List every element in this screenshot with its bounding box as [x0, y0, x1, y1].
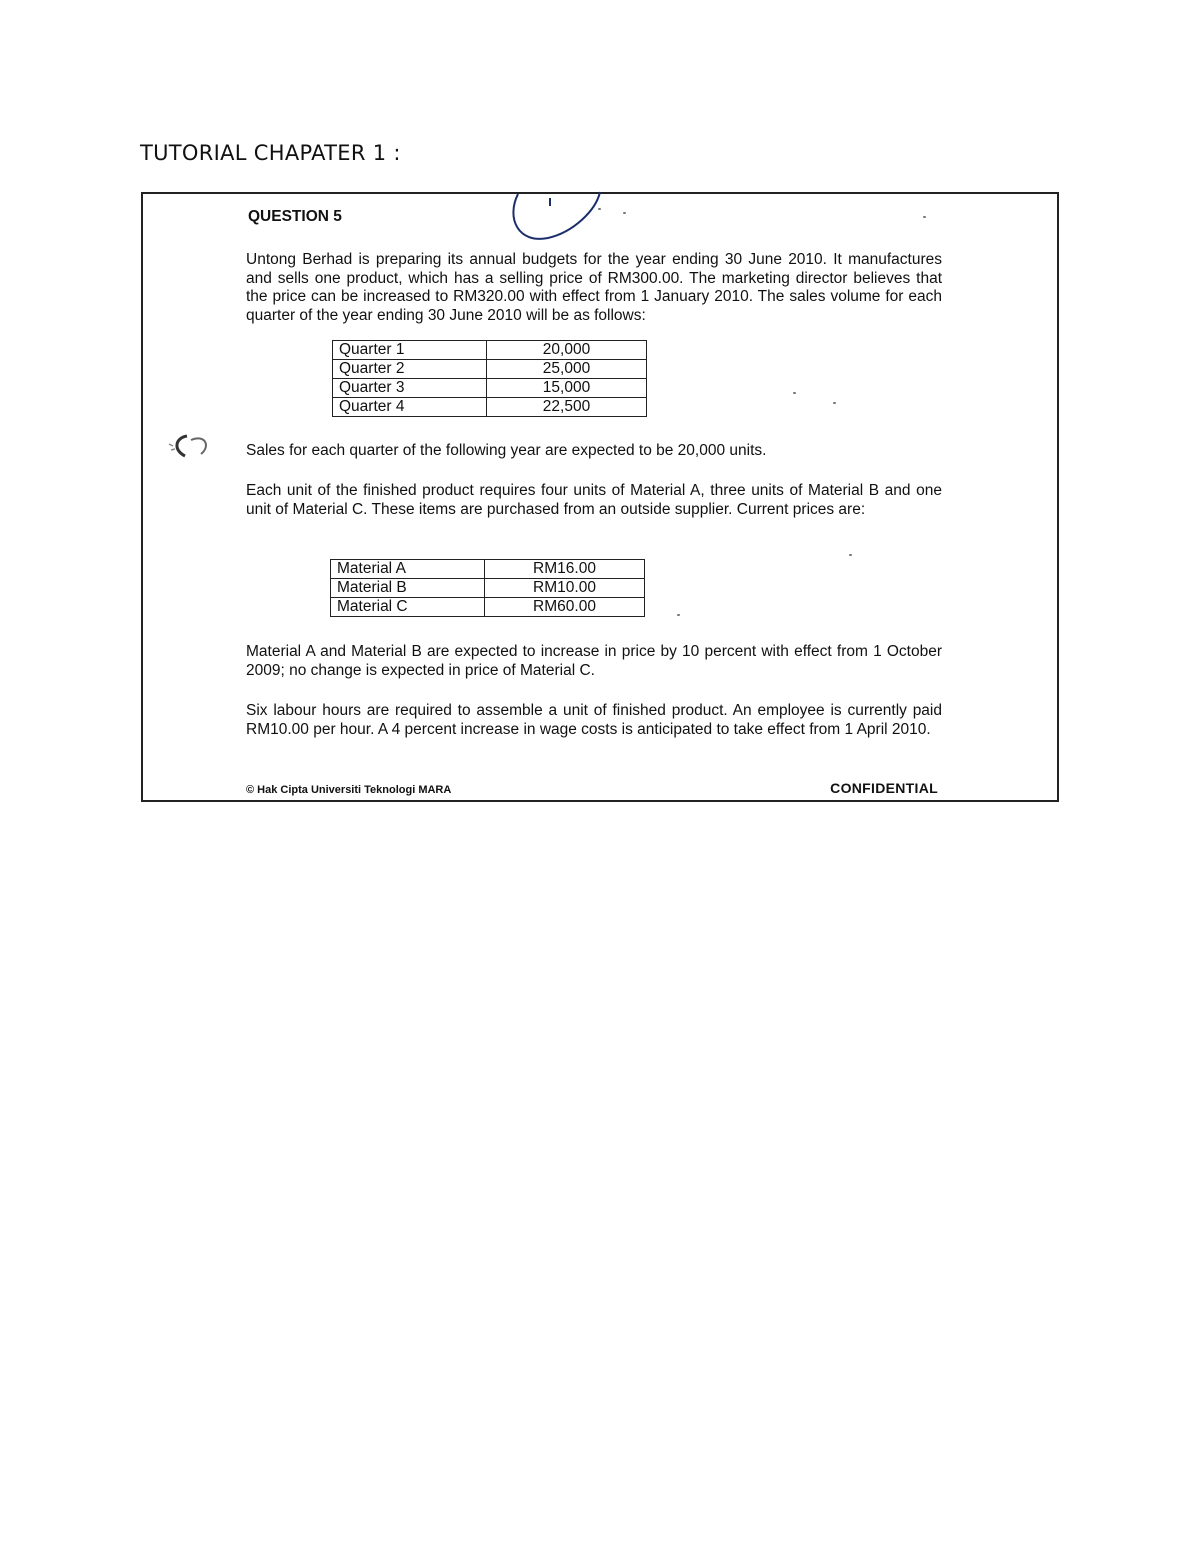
following-year-paragraph: Sales for each quarter of the following year are expected to be 20,000 units.: [246, 442, 767, 459]
table-row: [331, 579, 645, 598]
row-label: Quarter 3: [333, 379, 487, 398]
row-value: 22,500: [487, 398, 647, 417]
material-prices-table: [330, 559, 645, 617]
row-value: RM10.00: [485, 579, 645, 598]
quarterly-sales-table: [332, 340, 647, 417]
intro-paragraph: Untong Berhad is preparing its annual budgets for the year ending 30 June 2010. It manufactures and sells one product, which has a selling price of RM300.00. The marketing director believes that the price can be increased to RM320.00 with effect from 1 January 2010. The sales volume for each quarter of the year ending 30 June 2010 will be as follows:: [246, 251, 942, 324]
row-value: 15,000: [487, 379, 647, 398]
price-increase-paragraph: Material A and Material B are expected to increase in price by 10 percent with effect from 1 October 2009; no change is expected in price of Material C.: [246, 643, 942, 679]
row-value: RM60.00: [485, 598, 645, 617]
page-heading: TUTORIAL CHAPATER 1 :: [140, 141, 401, 165]
scan-speck: [833, 402, 836, 404]
row-label: Material B: [331, 579, 485, 598]
binder-hole-mark-icon: [165, 426, 217, 466]
materials-paragraph: Each unit of the finished product requires four units of Material A, three units of Material B and one unit of Material C. These items are purchased from an outside supplier. Current prices are:: [246, 482, 942, 518]
row-label: Material A: [331, 560, 485, 579]
scan-speck: [677, 614, 680, 616]
row-value: RM16.00: [485, 560, 645, 579]
row-label: Quarter 2: [333, 360, 487, 379]
confidential-label: CONFIDENTIAL: [830, 780, 938, 796]
question-content: [246, 194, 942, 800]
table-row: [331, 598, 645, 617]
scan-speck: [923, 216, 926, 218]
row-label: Quarter 4: [333, 398, 487, 417]
table-row: [331, 560, 645, 579]
table-row: [333, 341, 647, 360]
scanned-question-image: [141, 192, 1059, 802]
row-label: Material C: [331, 598, 485, 617]
scan-speck: [623, 212, 626, 214]
row-value: 20,000: [487, 341, 647, 360]
scan-speck: [849, 554, 852, 556]
row-value: 25,000: [487, 360, 647, 379]
copyright-footer: © Hak Cipta Universiti Teknologi MARA: [246, 784, 452, 796]
table-row: [333, 398, 647, 417]
labour-paragraph: Six labour hours are required to assemble a unit of finished product. An employee is currently paid RM10.00 per hour. A 4 percent increase in wage costs is anticipated to take effect from 1 April 2010.: [246, 702, 942, 738]
scan-speck: [793, 392, 796, 394]
question-title: QUESTION 5: [248, 208, 342, 225]
handwritten-circle-mark: [504, 188, 604, 244]
table-row: [333, 379, 647, 398]
scan-speck: [598, 208, 601, 210]
row-label: Quarter 1: [333, 341, 487, 360]
table-row: [333, 360, 647, 379]
